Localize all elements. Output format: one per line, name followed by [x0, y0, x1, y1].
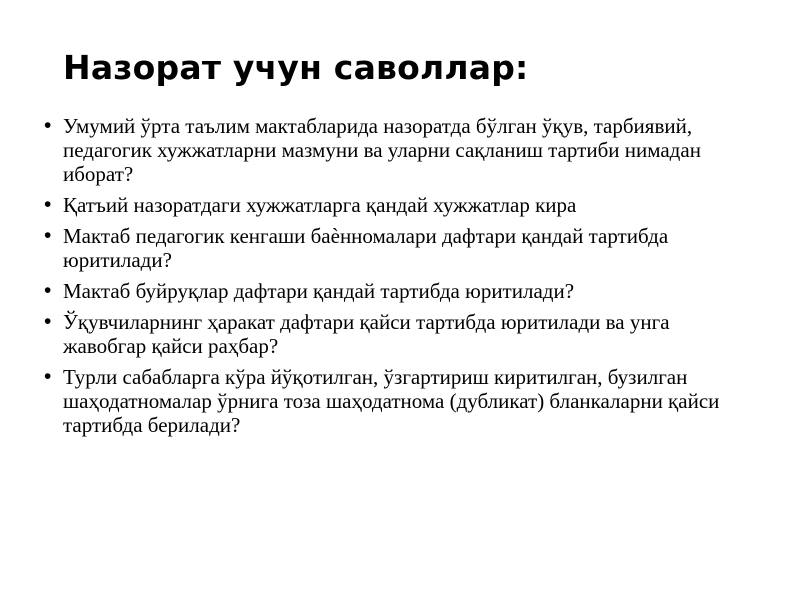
question-text: Мактаб педагогик кенгаши баѐнномалари дафтари қандай тартибда юритилади?	[63, 224, 669, 272]
list-item	[44, 193, 756, 217]
bullet-icon: •	[44, 193, 52, 216]
question-text: Умумий ўрта таълим мактабларида назоратда бўлган ўқув, тарбиявий, педагогик хужжатларни мазмуни ва уларни сақланиш тартиби нимадан иборат?	[63, 114, 701, 186]
list-item	[44, 365, 756, 437]
bullet-icon: •	[44, 224, 52, 247]
list-item	[44, 279, 756, 303]
question-text: Ўқувчиларнинг ҳаракат дафтари қайси тартибда юритилади ва унга жавобгар қайси раҳбар?	[63, 310, 670, 358]
bullet-icon: •	[44, 310, 52, 333]
questions-list	[44, 114, 756, 444]
bullet-icon: •	[44, 114, 52, 137]
question-text: Мактаб буйруқлар дафтари қандай тартибда юритилади?	[63, 279, 575, 303]
list-item	[44, 114, 756, 186]
question-text: Қатъий назоратдаги хужжатларга қандай хужжатлар кира	[63, 193, 577, 217]
bullet-icon: •	[44, 365, 52, 388]
list-item	[44, 310, 756, 358]
page-title: Назорат учун саволлар:	[63, 48, 529, 87]
list-item	[44, 224, 756, 272]
bullet-icon: •	[44, 279, 52, 302]
question-text: Турли сабабларга кўра йўқотилган, ўзгартириш киритилган, бузилган шаҳодатномалар ўрнига тоза шаҳодатнома (дубликат) бланкаларни қайси тартибда берилади?	[63, 365, 720, 437]
